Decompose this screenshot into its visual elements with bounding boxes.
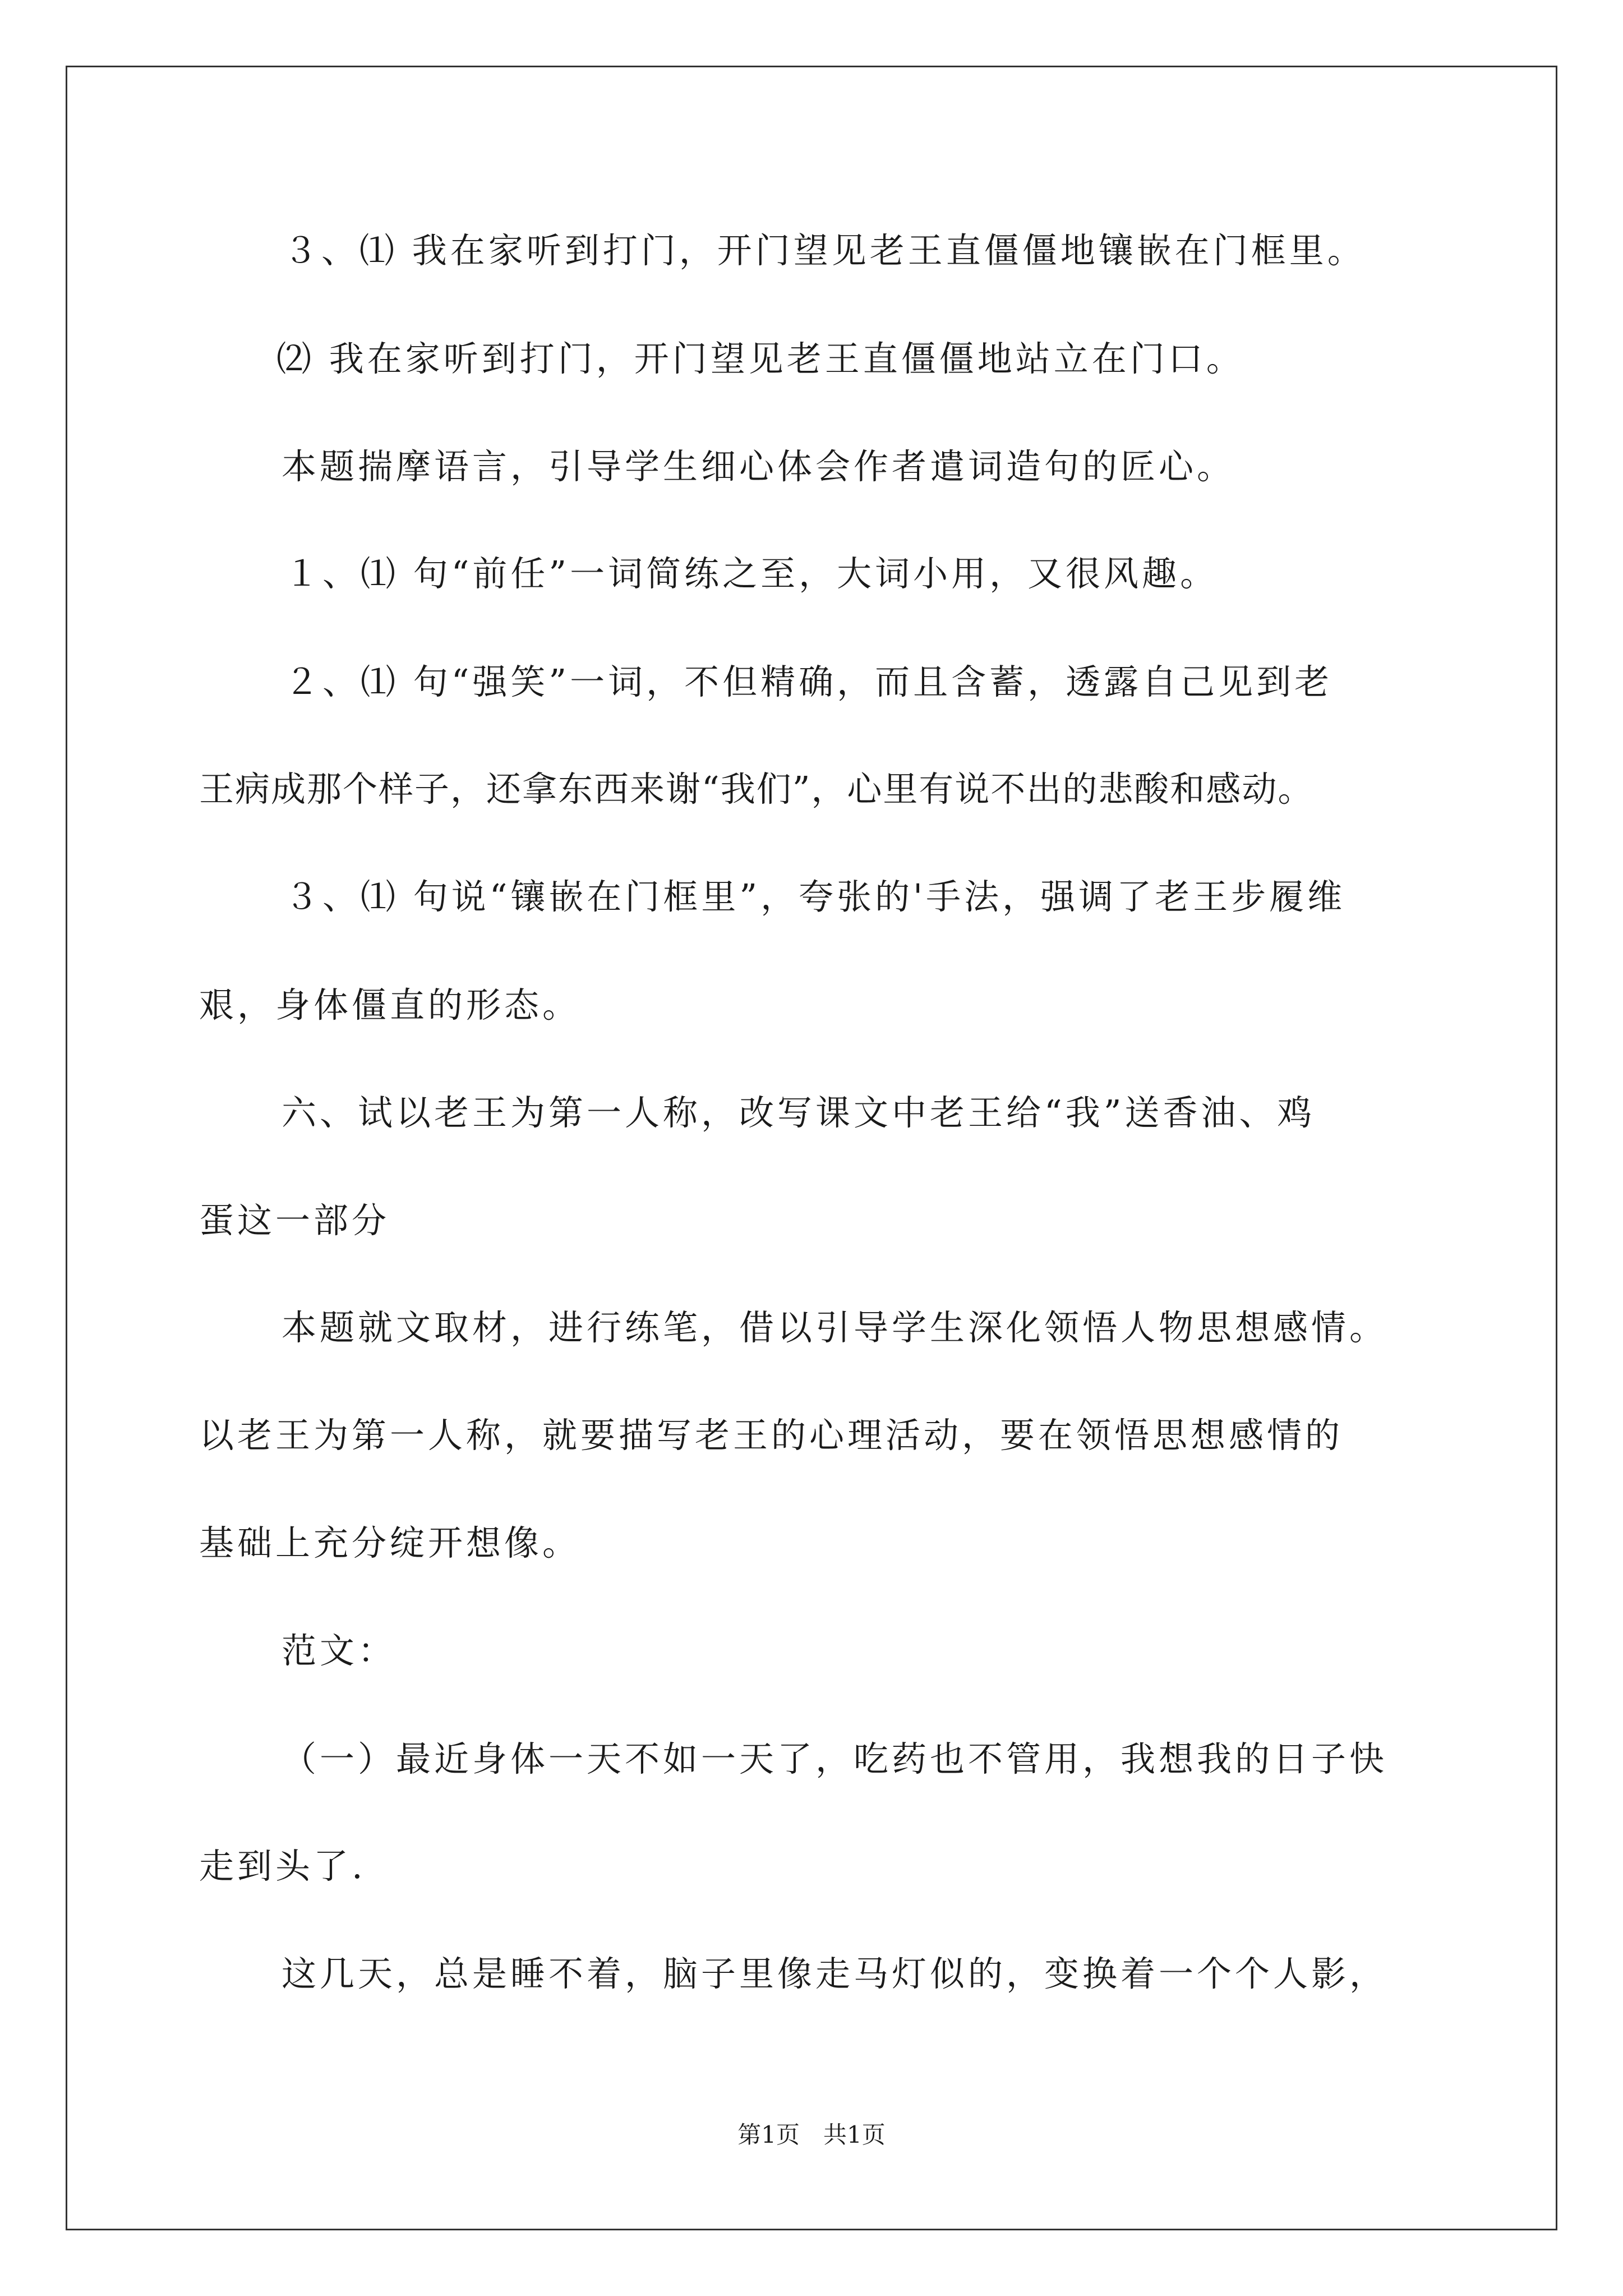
paragraph-line: 艰，身体僵直的形态。 xyxy=(199,984,581,1025)
paragraph-line: ３、⑴ 句说“镶嵌在门框里”，夸张的'手法，强调了老王步履维 xyxy=(284,876,1346,917)
paragraph-line: 基础上充分绽开想像。 xyxy=(199,1522,581,1563)
page-border xyxy=(66,66,1557,2230)
paragraph-line: 王病成那个样子，还拿东西来谢“我们”，心里有说不出的悲酸和感动。 xyxy=(199,769,1314,809)
paragraph-line: ３、⑴ 我在家听到打门，开门望见老王直僵僵地镶嵌在门框里。 xyxy=(283,230,1366,271)
paragraph-line: 这几天，总是睡不着，脑子里像走马灯似的，变换着一个个人影， xyxy=(282,1953,1388,1994)
paragraph-line: 蛋这一部分 xyxy=(199,1200,390,1241)
paragraph-line: 本题就文取材，进行练笔，借以引导学生深化领悟人物思想感情。 xyxy=(282,1307,1388,1348)
paragraph-line: （一）最近身体一天不如一天了，吃药也不管用，我想我的日子快 xyxy=(282,1738,1388,1779)
paragraph-line: ２、⑴ 句“强笑”一词，不但精确，而且含蓄，透露自己见到老 xyxy=(284,661,1333,702)
paragraph-line: 范文： xyxy=(282,1630,396,1671)
paragraph-line: ⑵ 我在家听到打门，开门望见老王直僵僵地站立在门口。 xyxy=(276,338,1244,379)
page-number-footer: 第1页 共1页 xyxy=(737,2121,886,2148)
paragraph-line: 六、试以老王为第一人称，改写课文中老王给“我”送香油、鸡 xyxy=(282,1092,1316,1133)
paragraph-line: 以老王为第一人称，就要描写老王的心理活动，要在领悟思想感情的 xyxy=(199,1415,1344,1456)
paragraph-line: 本题揣摩语言，引导学生细心体会作者遣词造句的匠心。 xyxy=(282,446,1235,487)
paragraph-line: 走到头了. xyxy=(199,1846,366,1887)
paragraph-line: １、⑴ 句“前任”一词简练之至，大词小用，又很风趣。 xyxy=(284,553,1219,594)
